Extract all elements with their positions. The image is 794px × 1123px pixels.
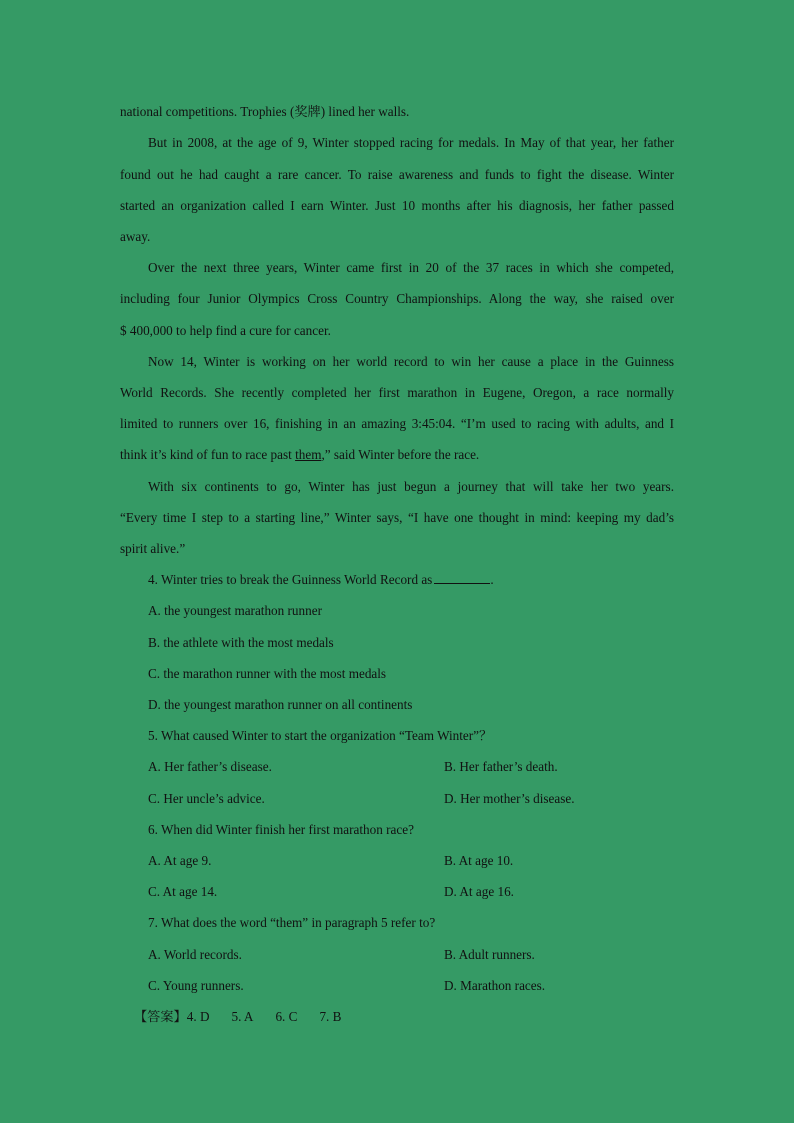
answer-label: 【答案】 bbox=[134, 1009, 187, 1024]
option-d: D. Her mother’s disease. bbox=[444, 791, 575, 806]
passage-line: national competitions. Trophies (奖牌) lined her walls. bbox=[120, 104, 410, 119]
option-d: D. At age 16. bbox=[444, 884, 514, 899]
passage-line: Over the next three years, Winter came first in 20 of the 37 races in which she competed, bbox=[148, 260, 674, 275]
question-stem: 6. When did Winter finish her first marathon race? bbox=[148, 822, 414, 837]
passage-line: World Records. She recently completed her first marathon in Eugene, Oregon, a race normally bbox=[120, 385, 674, 400]
passage-line: away. bbox=[120, 229, 151, 244]
option-c: C. the marathon runner with the most medals bbox=[148, 666, 387, 681]
question-stem: 5. What caused Winter to start the organization “Team Winter”？ bbox=[148, 728, 493, 743]
passage-line: But in 2008, at the age of 9, Winter stopped racing for medals. In May of that year, her father bbox=[148, 135, 674, 150]
passage-line: Now 14, Winter is working on her world record to win her cause a place in the Guinness bbox=[148, 354, 674, 369]
question-stem: 7. What does the word “them” in paragraph 5 refer to? bbox=[148, 915, 436, 930]
option-a: A. World records. bbox=[148, 947, 242, 962]
answer-item: 4. D bbox=[186, 1009, 210, 1024]
answer-blank bbox=[434, 571, 490, 584]
question-text: 4. Winter tries to break the Guinness World Record as bbox=[148, 572, 433, 587]
passage-line: limited to runners over 16, finishing in an amazing 3:45:04. “I’m used to racing with adults, and I bbox=[120, 416, 674, 431]
option-c: C. At age 14. bbox=[148, 884, 218, 899]
passage-text: ,” said Winter before the race. bbox=[321, 447, 480, 462]
option-a: A. At age 9. bbox=[148, 853, 212, 868]
option-c: C. Her uncle’s advice. bbox=[148, 791, 265, 806]
option-b: B. Her father’s death. bbox=[444, 759, 558, 774]
passage-line: spirit alive.” bbox=[120, 541, 186, 556]
option-b: B. the athlete with the most medals bbox=[148, 635, 334, 650]
option-a: A. Her father’s disease. bbox=[148, 759, 272, 774]
passage-text: think it’s kind of fun to race past bbox=[120, 447, 296, 462]
question-text: . bbox=[490, 572, 494, 587]
answer-item: 7. B bbox=[319, 1009, 342, 1024]
option-d: D. Marathon races. bbox=[444, 978, 546, 993]
answer-key bbox=[134, 1008, 341, 1026]
option-b: B. At age 10. bbox=[444, 853, 514, 868]
passage-line: $ 400,000 to help find a cure for cancer. bbox=[120, 323, 331, 338]
passage-line: started an organization called I earn Winter. Just 10 months after his diagnosis, her father passed bbox=[120, 198, 674, 213]
underlined-word: them bbox=[295, 447, 322, 462]
passage-line: “Every time I step to a starting line,” Winter says, “I have one thought in mind: keeping my dad’s bbox=[120, 510, 674, 525]
passage-line bbox=[120, 446, 479, 464]
answer-item: 6. C bbox=[275, 1009, 298, 1024]
option-d: D. the youngest marathon runner on all continents bbox=[148, 697, 413, 712]
option-a: A. the youngest marathon runner bbox=[148, 603, 322, 618]
option-c: C. Young runners. bbox=[148, 978, 244, 993]
passage-line: With six continents to go, Winter has just begun a journey that will take her two years. bbox=[148, 479, 674, 494]
answer-item: 5. A bbox=[231, 1009, 254, 1024]
option-b: B. Adult runners. bbox=[444, 947, 535, 962]
question-stem bbox=[148, 571, 494, 589]
passage-line: found out he had caught a rare cancer. To raise awareness and funds to fight the disease. Winter bbox=[120, 167, 674, 182]
passage-line: including four Junior Olympics Cross Country Championships. Along the way, she raised over bbox=[120, 291, 674, 306]
